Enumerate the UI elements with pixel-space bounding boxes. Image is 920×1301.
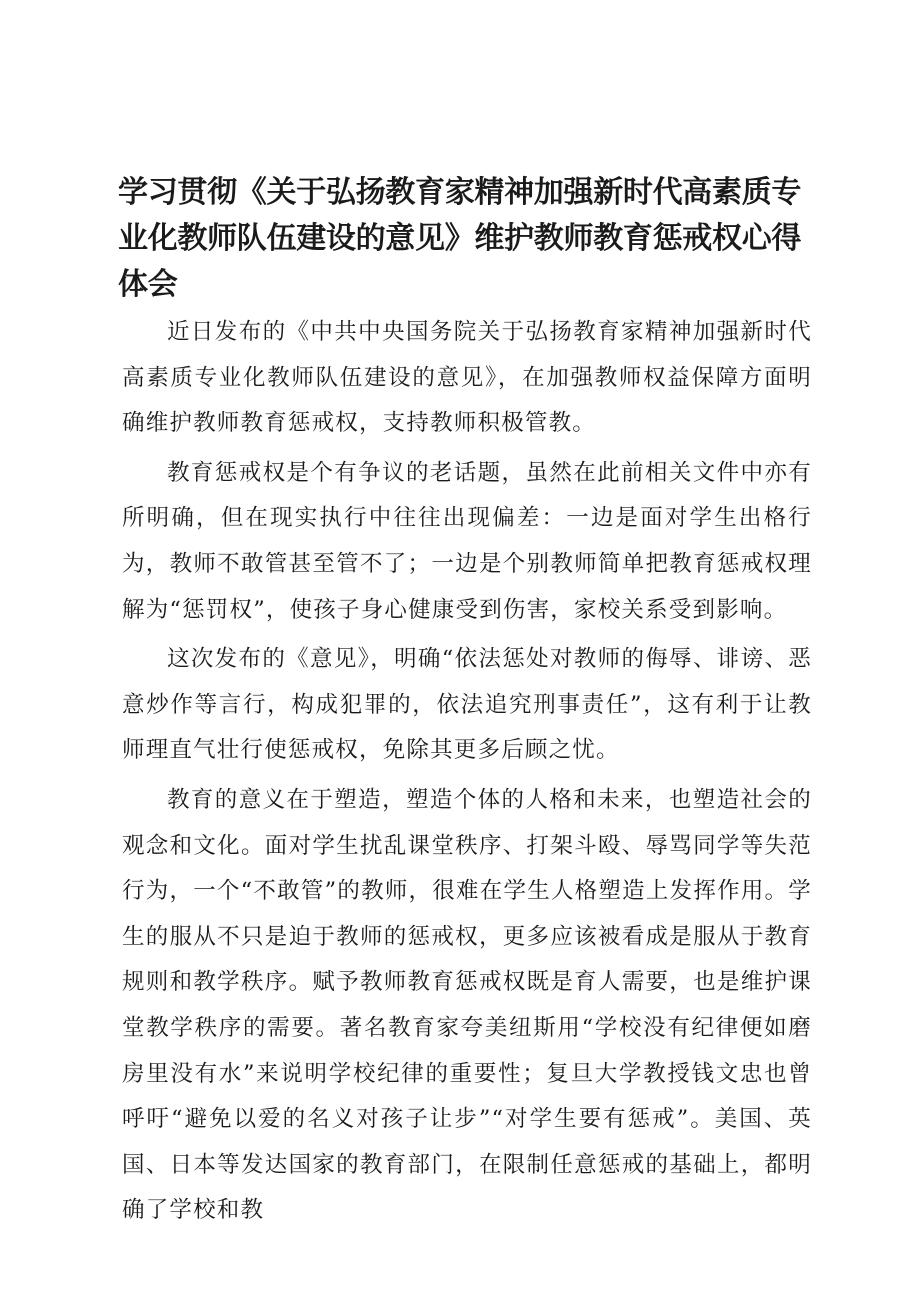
paragraph-1: 近日发布的《中共中央国务院关于弘扬教育家精神加强新时代高素质专业化教师队伍建设的意见》，在加强教师权益保障方面明确维护教师教育惩戒权，支持教师积极管教。 [122, 319, 812, 437]
paragraph-4: 教育的意义在于塑造，塑造个体的人格和未来，也塑造社会的观念和文化。面对学生扰乱课堂秩序、打架斗殴、辱骂同学等失范行为，一个“不敢管”的教师，很难在学生人格塑造上发挥作用。学生的服从不只是迫于教师的惩戒权，更多应该被看成是服从于教育规则和教学秩序。赋予教师教育惩戒权既是育人需要，也是维护课堂教学秩序的需要。著名教育家夸美纽斯用“学校没有纪律便如磨房里没有水”来说明学校纪律的重要性；复旦大学教授钱文忠也曾呼吁“避免以爱的名义对孩子让步”“对学生要有惩戒”。美国、英国、日本等发达国家的教育部门，在限制任意惩戒的基础上，都明确了学校和教 [122, 786, 812, 1224]
paragraph-3: 这次发布的《意见》，明确“依法惩处对教师的侮辱、诽谤、恶意炒作等言行，构成犯罪的，依法追究刑事责任”，这有利于让教师理直气壮行使惩戒权，免除其更多后顾之忧。 [122, 646, 812, 764]
document-title: 学习贯彻《关于弘扬教育家精神加强新时代高素质专业化教师队伍建设的意见》维护教师教育惩戒权心得体会 [118, 175, 802, 302]
paragraph-2: 教育惩戒权是个有争议的老话题，虽然在此前相关文件中亦有所明确，但在现实执行中往往出现偏差：一边是面对学生出格行为，教师不敢管甚至管不了；一边是个别教师简单把教育惩戒权理解为“惩罚权”，使孩子身心健康受到伤害，家校关系受到影响。 [122, 459, 812, 623]
document-body [122, 310, 812, 1238]
